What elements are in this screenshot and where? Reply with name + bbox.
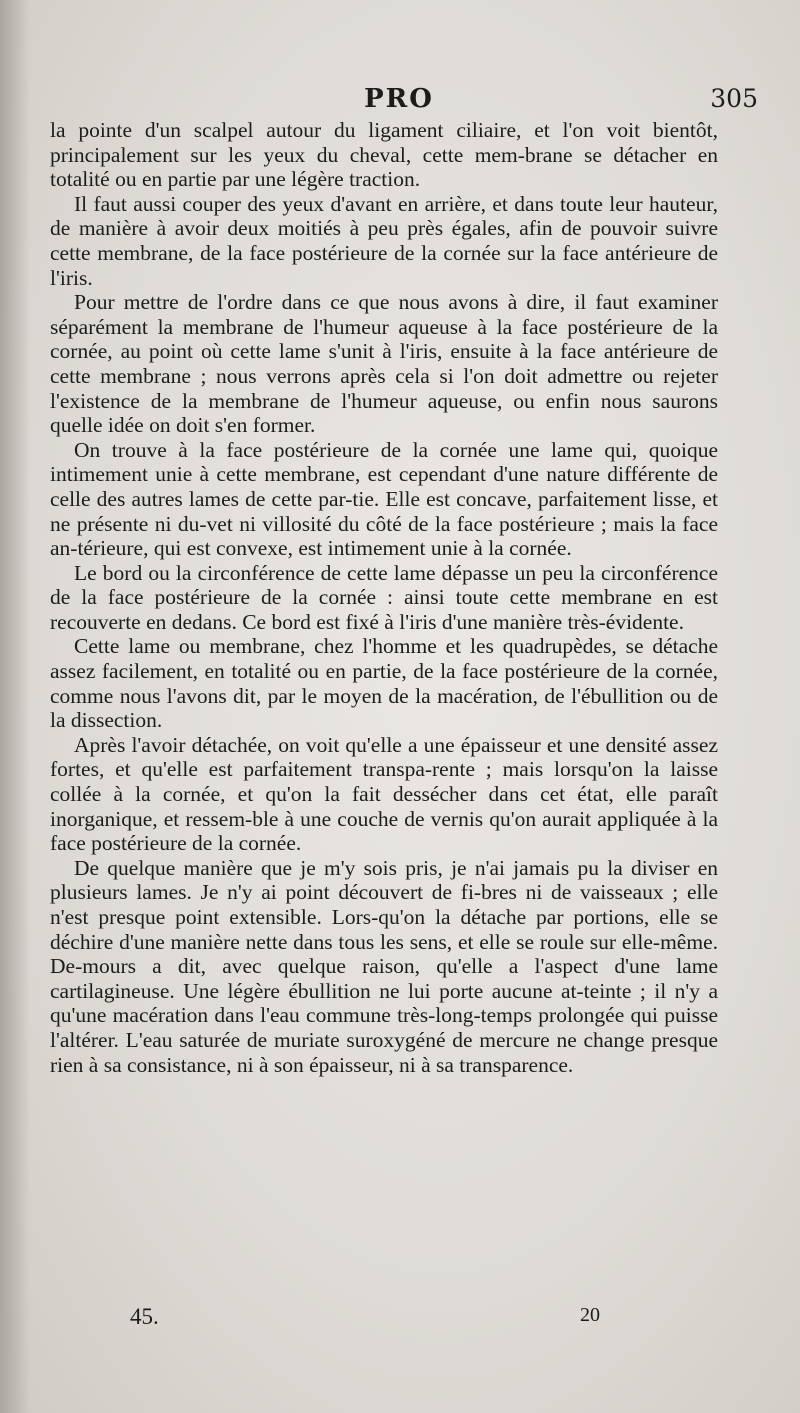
paragraph: De quelque manière que je m'y sois pris, je n'ai jamais pu la diviser en plusieurs lames. Je n'y ai point découvert de fi-bres ni de vaisseaux ; elle n'est presque point extensible. Lors-qu'on la détache par portions, elle se déchire d'une manière nette dans tous les sens, et elle se roule sur elle-même. De-mours a dit, avec quelque raison, qu'elle a l'aspect d'une lame cartilagineuse. Une légère ébullition ne lui porte aucune at-teinte ; il n'y a qu'une macération dans l'eau commune très-long-temps prolongée qui puisse l'altérer. L'eau saturée de muriate suroxygéné de mercure ne change presque rien à sa consistance, ni à son épaisseur, ni à sa transparence. — [50, 855, 718, 1077]
paragraph: On trouve à la face postérieure de la cornée une lame qui, quoique intimement unie à cette membrane, est cependant d'une nature différente de celle des autres lames de cette par-tie. Elle est concave, parfaitement lisse, et ne présente ni du-vet ni villosité du côté de la face postérieure ; mais la face an-térieure, qui est convexe, est intimement unie à la cornée. — [50, 437, 718, 561]
paragraph: Il faut aussi couper des yeux d'avant en arrière, et dans toute leur hauteur, de manière à avoir deux moitiés à peu près égales, afin de pouvoir suivre cette membrane, de la face postérieure de la cornée sur la face antérieure de l'iris. — [50, 191, 718, 290]
page-number: 305 — [710, 84, 758, 113]
paragraph: Le bord ou la circonférence de cette lame dépasse un peu la circonférence de la face postérieure de la cornée : ainsi toute cette membrane en est recouverte en dedans. Ce bord est fixé à l'iris d'une manière très-évidente. — [50, 560, 718, 634]
paragraph: Pour mettre de l'ordre dans ce que nous avons à dire, il faut examiner séparément la membrane de l'humeur aqueuse à la face postérieure de la cornée, au point où cette lame s'unit à l'iris, ensuite à la face antérieure de cette membrane ; nous verrons après cela si l'on doit admettre ou rejeter l'existence de la membrane de l'humeur aqueuse, ou enfin nous saurons quelle idée on doit s'en former. — [50, 290, 718, 438]
page-footer — [130, 1304, 600, 1334]
paragraph: Cette lame ou membrane, chez l'homme et les quadrupèdes, se détache assez facilement, en totalité ou en partie, de la face postérieure de la cornée, comme nous l'avons dit, par le moyen de la macération, de l'ébullition ou de la dissection. — [50, 634, 718, 733]
running-head — [40, 84, 758, 118]
body-text — [50, 118, 718, 1077]
signature-mark: 45. — [130, 1304, 159, 1329]
running-title: PRO — [364, 84, 434, 114]
sheet-number: 20 — [580, 1304, 600, 1326]
paragraph-continued: la pointe d'un scalpel autour du ligament ciliaire, et l'on voit bientôt, principalement sur les yeux du cheval, cette mem-brane se détacher en totalité ou en partie par une légère traction. — [50, 118, 718, 192]
paragraph: Après l'avoir détachée, on voit qu'elle a une épaisseur et une densité assez fortes, et qu'elle est parfaitement transpa-rente ; mais lorsqu'on la laisse collée à la cornée, et qu'on la fait dessécher dans cet état, elle paraît inorganique, et ressem-ble à une couche de vernis qu'on aurait appliquée à la face postérieure de la cornée. — [50, 732, 718, 856]
